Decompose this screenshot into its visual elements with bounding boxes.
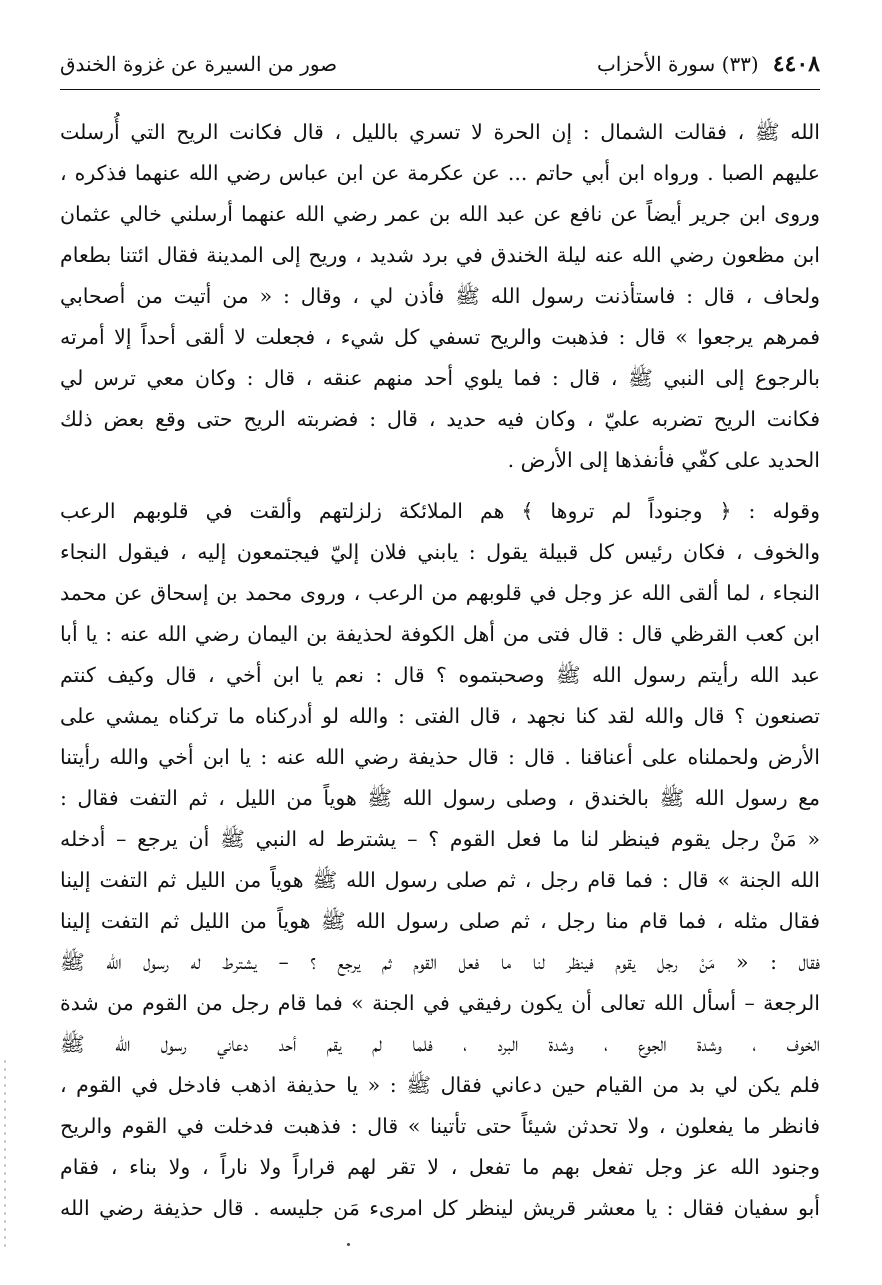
text-line: عليهم الصبا . ورواه ابن أبي حاتم ... عن عكرمة عن ابن عباس رضي الله عنهما فذكره ، — [60, 161, 820, 185]
text-line: مع رسول الله ﷺ بالخندق ، وصلى رسول الله ﷺ هوياً من الليل ، ثم التفت فقال : — [60, 786, 820, 810]
text-line: « مَنْ رجل يقوم فينظر لنا ما فعل القوم ؟ – يشترط له النبي ﷺ أن يرجع – أدخله — [60, 827, 820, 851]
text-line: فقال مثله ، فما قام منا رجل ، ثم صلى رسول الله ﷺ هوياً من الليل ثم التفت إلينا — [60, 909, 820, 933]
text-line: الرجعة – أسأل الله تعالى أن يكون رفيقي في الجنة » فما قام رجل من القوم من شدة — [60, 991, 820, 1015]
text-line: الأرض ولحملناه على أعناقنا . قال : قال حذيفة رضي الله عنه : يا ابن أخي والله رأيتنا — [60, 745, 820, 769]
header-divider — [60, 89, 820, 90]
text-line: بالرجوع إلى النبي ﷺ ، قال : فما يلوي أحد منهم عنقه ، قال : وكان معي ترس لي — [60, 366, 820, 390]
text-line: ابن كعب القرظي قال : قال فتى من أهل الكوفة لحذيفة بن اليمان رضي الله عنه : يا أبا — [60, 622, 820, 646]
text-line: وقوله : ﴿ وجنوداً لم تروها ﴾ هم الملائكة زلزلتهم وألقت في قلوبهم الرعب — [60, 499, 820, 523]
page-number: ٤٤٠٨ — [772, 51, 820, 77]
text-line: الخوف ، وشدة الجوع ، وشدة البرد ، فلما لم يقم أحد دعاني رسول الله ﷺ — [60, 1032, 820, 1056]
text-line: فانظر ما يفعلون ، ولا تحدثن شيئاً حتى تأتينا » قال : فذهبت فدخلت في القوم والريح — [60, 1114, 820, 1138]
text-line: تصنعون ؟ قال والله لقد كنا نجهد ، قال الفتى : والله لو أدركناه ما تركناه يمشي على — [60, 704, 820, 728]
paragraph-gap — [60, 481, 820, 491]
section-title: صور من السيرة عن غزوة الخندق — [60, 52, 338, 76]
text-line: النجاء ، لما ألقى الله عز وجل في قلوبهم من الرعب ، وروى محمد بن إسحاق عن محمد — [60, 581, 820, 605]
scan-edge-mark — [4, 1060, 6, 1250]
text-line: عبد الله رأيتم رسول الله ﷺ وصحبتموه ؟ قال : نعم يا ابن أخي ، قال وكيف كنتم — [60, 663, 820, 687]
text-line: الحديد على كفّي فأنفذها إلى الأرض . — [507, 448, 820, 472]
text-line: فلم يكن لي بد من القيام حين دعاني فقال ﷺ : « يا حذيفة اذهب فادخل في القوم ، — [60, 1073, 820, 1097]
text-line: فمرهم يرجعوا » قال : فذهبت والريح تسفي كل شيء ، فجعلت لا ألقى أحداً إلا أمرته — [60, 325, 820, 349]
text-line: الله ﷺ ، فقالت الشمال : إن الحرة لا تسري بالليل ، قال فكانت الريح التي أُرسلت — [60, 120, 820, 144]
text-line: فكانت الريح تضربه عليّ ، وكان فيه حديد ، قال : فضربته الريح حتى وقع بعض ذلك — [60, 407, 820, 431]
paragraph-2 — [60, 491, 820, 1229]
header-right — [597, 51, 820, 77]
text-line: وروى ابن جرير أيضاً عن نافع عن عبد الله بن عمر رضي الله عنهما أرسلني خالي عثمان — [60, 202, 820, 226]
text-line: والخوف ، فكان رئيس كل قبيلة يقول : يابني فلان إليّ فيجتمعون إليه ، فيقول النجاء — [60, 540, 820, 564]
text-line: أبو سفيان فقال : يا معشر قريش لينظر كل امرىء مَن جليسه . قال حذيفة رضي الله — [60, 1196, 820, 1220]
paragraph-1 — [60, 112, 820, 481]
text-line: ابن مظعون رضي الله عنه ليلة الخندق في برد شديد ، وريح إلى المدينة فقال ائتنا بطعام — [60, 243, 820, 267]
text-line: فقال : « مَنْ رجل يقوم فينظر لنا ما فعل القوم ثم يرجع ؟ – يشترط له رسول الله ﷺ — [60, 950, 820, 974]
text-line: وجنود الله عز وجل تفعل بهم ما تفعل ، لا تقر لهم قراراً ولا ناراً ، ولا بناء ، فقام — [60, 1155, 820, 1179]
surah-name: (٣٣) سورة الأحزاب — [596, 52, 759, 76]
text-line: الله الجنة » قال : فما قام رجل ، ثم صلى رسول الله ﷺ هوياً من الليل ثم التفت إلينا — [60, 868, 820, 892]
scan-speck — [347, 1243, 350, 1246]
body-text — [60, 112, 820, 1229]
running-header — [60, 44, 820, 84]
text-line: ولحاف ، قال : فاستأذنت رسول الله ﷺ فأذن لي ، وقال : « من أتيت من أصحابي — [60, 284, 820, 308]
